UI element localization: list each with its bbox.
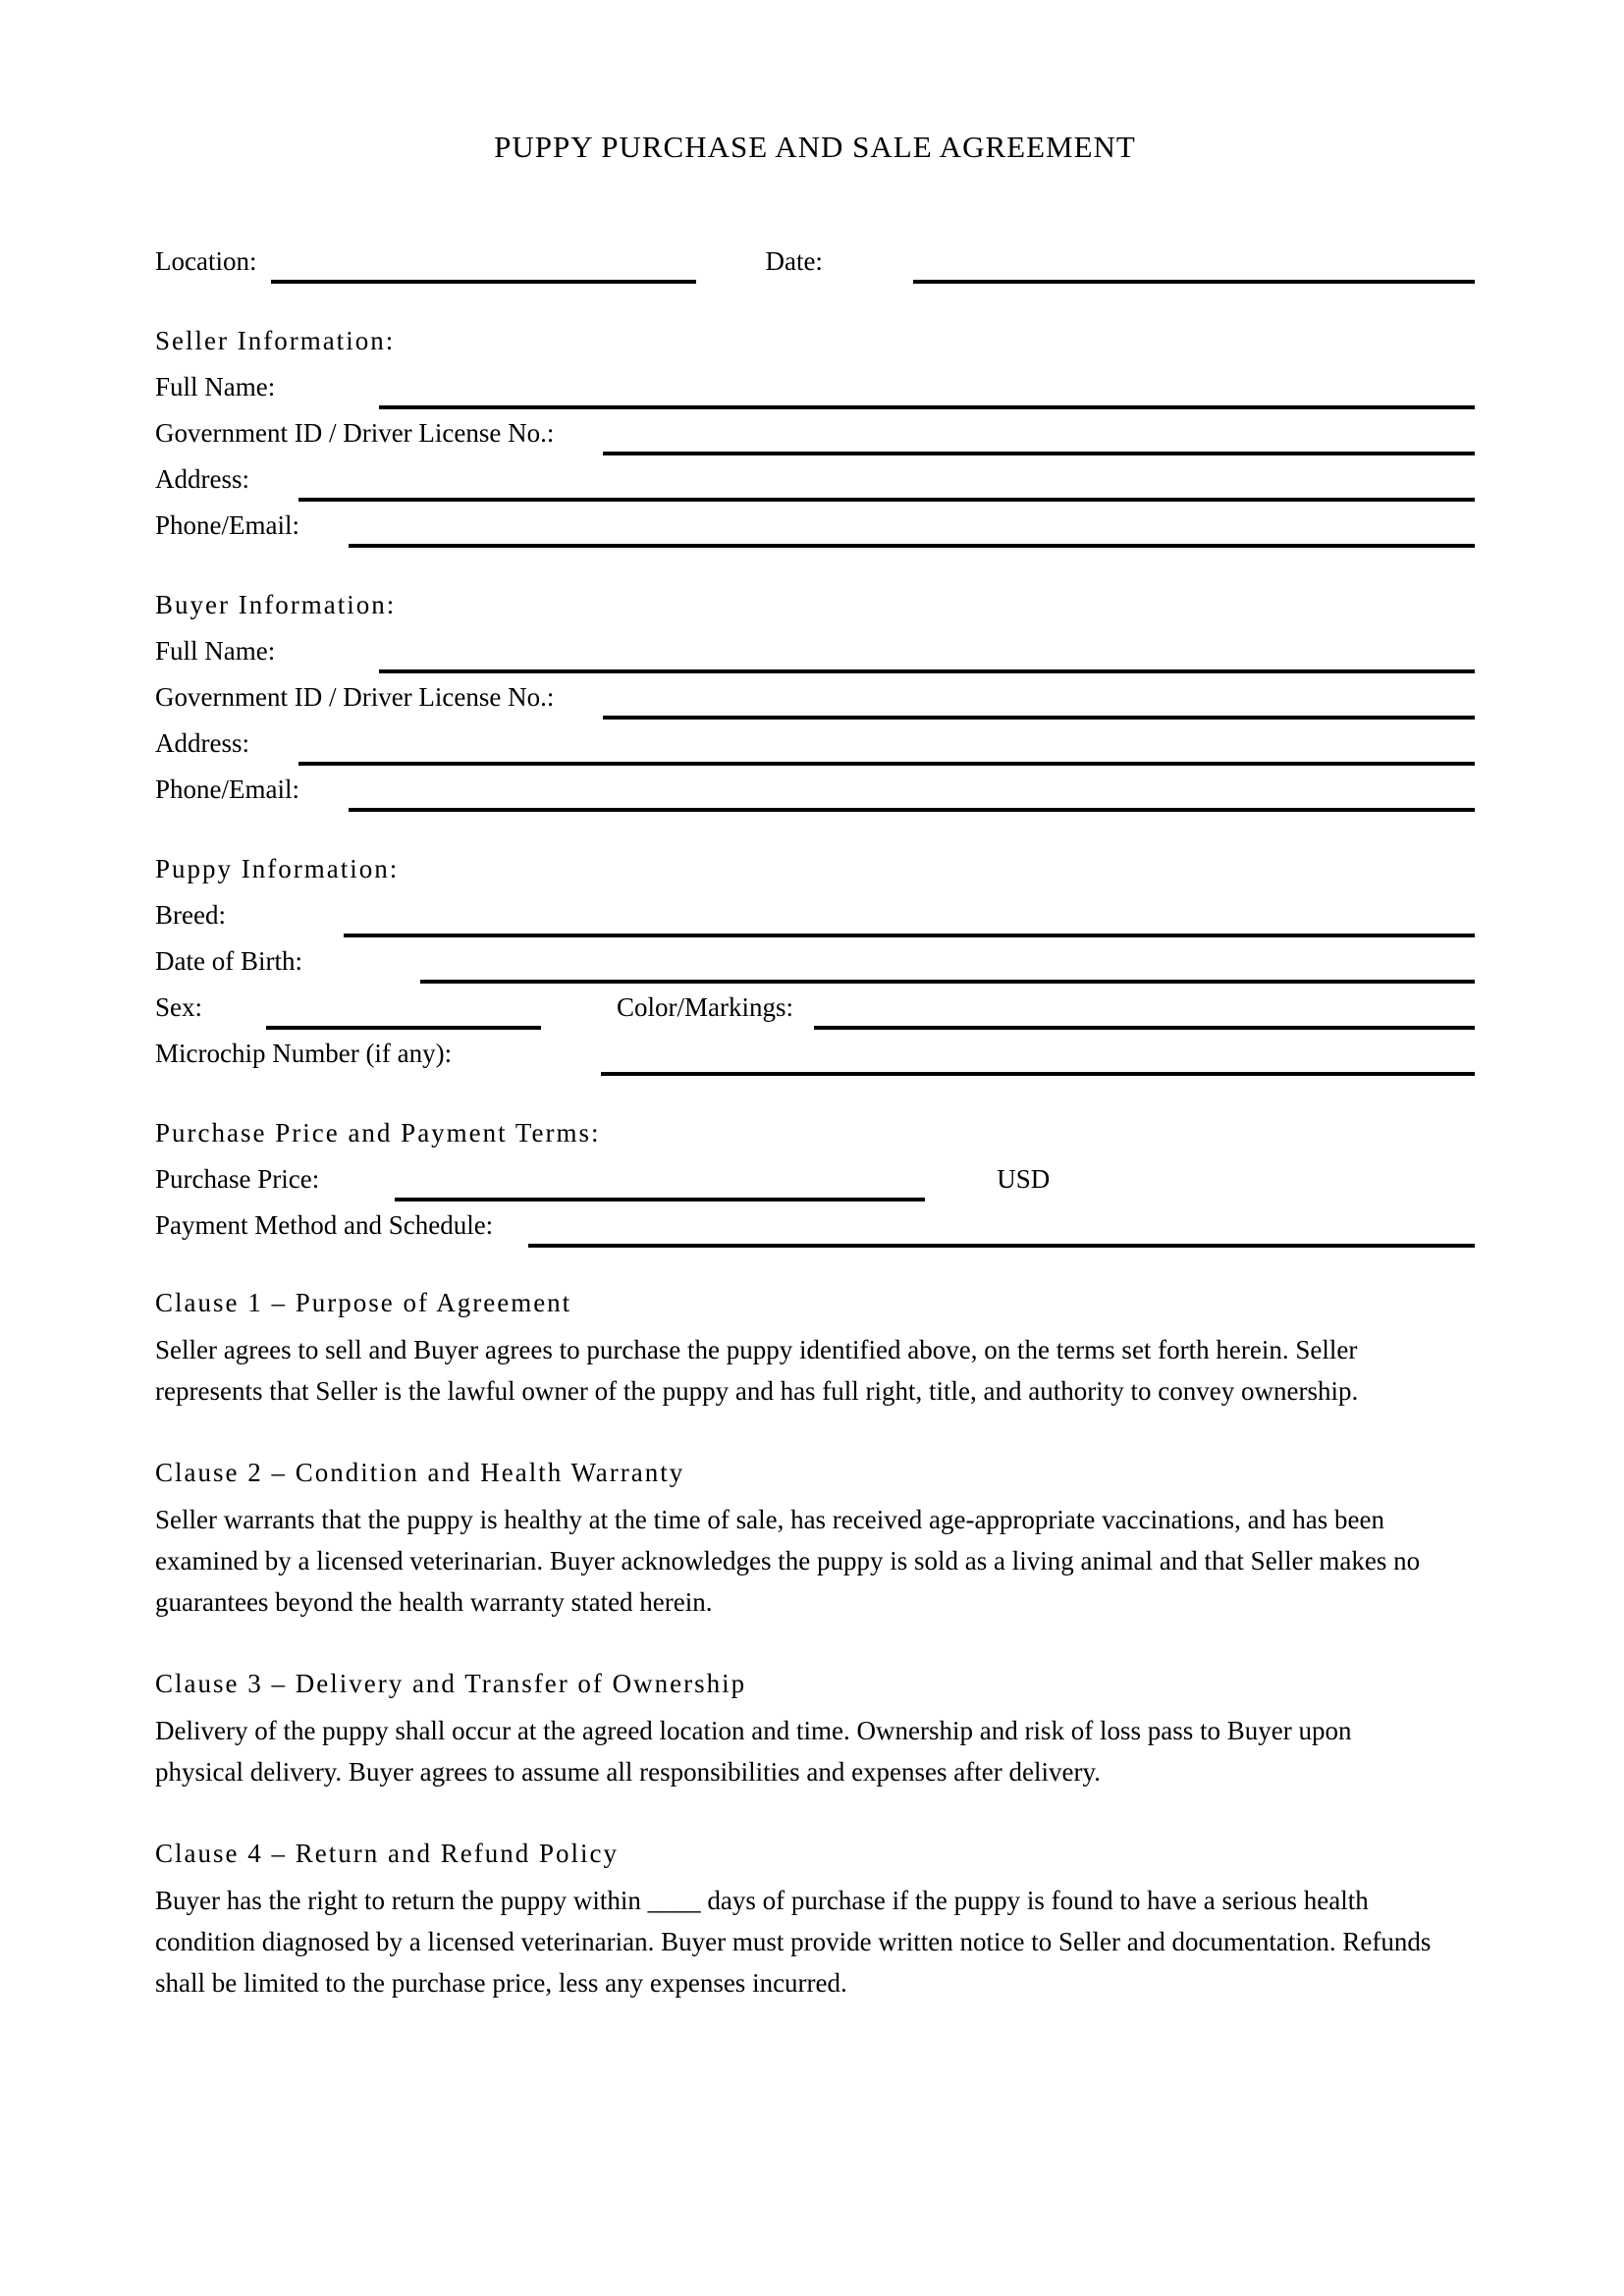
clause-2-line-2: examined by a licensed veterinarian. Buyer acknowledges the puppy is sold as a living animal and that Seller makes no: [155, 1546, 1421, 1575]
puppy-section-heading: Puppy Information:: [155, 854, 400, 883]
buyer-gov-id-input-line[interactable]: [603, 716, 1475, 720]
seller-gov-id-row: [155, 417, 1475, 450]
puppy-sex-color-row: [155, 991, 1475, 1024]
clause-4-line-2: condition diagnosed by a licensed veterinarian. Buyer must provide written notice to Seller and documentation. Refunds: [155, 1927, 1432, 1956]
puppy-dob-input-line[interactable]: [420, 980, 1475, 984]
clause-1-section: [155, 1287, 1475, 1412]
buyer-phone-email-label: Phone/Email:: [155, 774, 299, 804]
puppy-dob-label: Date of Birth:: [155, 946, 302, 976]
buyer-information-section: [155, 589, 1475, 806]
buyer-gov-id-label: Government ID / Driver License No.:: [155, 682, 555, 712]
puppy-breed-label: Breed:: [155, 900, 226, 930]
puppy-color-markings-input-line[interactable]: [814, 1026, 1475, 1030]
seller-gov-id-input-line[interactable]: [603, 452, 1475, 455]
seller-phone-email-label: Phone/Email:: [155, 510, 299, 540]
clause-1-paragraph: [155, 1329, 1475, 1412]
puppy-microchip-label: Microchip Number (if any):: [155, 1039, 453, 1068]
date-input-line[interactable]: [913, 280, 1475, 284]
clause-4-section: [155, 1838, 1475, 2003]
buyer-section-heading: Buyer Information:: [155, 590, 397, 619]
payment-terms-section: [155, 1117, 1475, 1242]
buyer-address-label: Address:: [155, 728, 249, 758]
seller-address-label: Address:: [155, 464, 249, 494]
clause-4-paragraph: [155, 1880, 1475, 2003]
seller-full-name-label: Full Name:: [155, 372, 276, 401]
purchase-price-row: [155, 1163, 1475, 1196]
clause-4-heading: Clause 4 – Return and Refund Policy: [155, 1839, 619, 1868]
clause-3-heading: Clause 3 – Delivery and Transfer of Ownership: [155, 1669, 747, 1698]
puppy-breed-input-line[interactable]: [344, 934, 1475, 937]
seller-information-section: [155, 325, 1475, 542]
buyer-full-name-label: Full Name:: [155, 636, 276, 666]
clause-2-line-3: guarantees beyond the health warranty stated herein.: [155, 1587, 713, 1617]
seller-phone-email-row: [155, 509, 1475, 542]
clause-2-paragraph: [155, 1499, 1475, 1623]
seller-phone-email-input-line[interactable]: [349, 544, 1475, 548]
puppy-microchip-input-line[interactable]: [601, 1072, 1475, 1076]
location-date-row: [155, 245, 1475, 278]
payment-method-label: Payment Method and Schedule:: [155, 1210, 494, 1240]
clause-2-line-1: Seller warrants that the puppy is healthy at the time of sale, has received age-appropriate vaccinations, and has been: [155, 1505, 1385, 1534]
location-label: Location:: [155, 246, 257, 276]
payment-method-row: [155, 1209, 1475, 1242]
clause-3-paragraph: [155, 1710, 1475, 1792]
clause-3-line-1: Delivery of the puppy shall occur at the agreed location and time. Ownership and risk of loss pass to Buyer upon: [155, 1716, 1352, 1745]
puppy-sex-label: Sex:: [155, 992, 203, 1022]
clause-4-line-1: Buyer has the right to return the puppy within ____ days of purchase if the puppy is found to have a serious health: [155, 1886, 1369, 1915]
clause-2-heading: Clause 2 – Condition and Health Warranty: [155, 1458, 685, 1487]
puppy-dob-row: [155, 945, 1475, 978]
clause-2-section: [155, 1457, 1475, 1623]
payment-section-heading: Purchase Price and Payment Terms:: [155, 1118, 601, 1148]
buyer-full-name-input-line[interactable]: [379, 669, 1475, 673]
buyer-phone-email-row: [155, 774, 1475, 806]
puppy-sex-input-line[interactable]: [266, 1026, 541, 1030]
puppy-color-markings-label: Color/Markings:: [617, 992, 794, 1022]
clause-3-line-2: physical delivery. Buyer agrees to assume all responsibilities and expenses after delivery.: [155, 1757, 1101, 1787]
buyer-gov-id-row: [155, 681, 1475, 714]
buyer-address-input-line[interactable]: [298, 762, 1475, 766]
date-label: Date:: [765, 246, 823, 276]
puppy-breed-row: [155, 899, 1475, 932]
clause-3-section: [155, 1668, 1475, 1792]
seller-gov-id-label: Government ID / Driver License No.:: [155, 418, 555, 448]
seller-full-name-row: [155, 371, 1475, 403]
clause-4-line-3: shall be limited to the purchase price, less any expenses incurred.: [155, 1968, 847, 1998]
location-input-line[interactable]: [271, 280, 696, 284]
payment-method-input-line[interactable]: [528, 1244, 1475, 1248]
seller-address-input-line[interactable]: [298, 498, 1475, 502]
seller-address-row: [155, 463, 1475, 496]
purchase-price-label: Purchase Price:: [155, 1164, 320, 1194]
purchase-price-input-line[interactable]: [395, 1198, 925, 1201]
puppy-information-section: [155, 853, 1475, 1070]
buyer-full-name-row: [155, 635, 1475, 667]
seller-full-name-input-line[interactable]: [379, 405, 1475, 409]
puppy-microchip-row: [155, 1038, 1475, 1070]
buyer-phone-email-input-line[interactable]: [349, 808, 1475, 812]
buyer-address-row: [155, 727, 1475, 760]
document-title: PUPPY PURCHASE AND SALE AGREEMENT: [494, 130, 1136, 164]
currency-label: USD: [997, 1164, 1051, 1194]
clause-1-line-1: Seller agrees to sell and Buyer agrees to purchase the puppy identified above, on the terms set forth herein. Seller: [155, 1335, 1358, 1364]
clause-1-heading: Clause 1 – Purpose of Agreement: [155, 1288, 572, 1317]
seller-section-heading: Seller Information:: [155, 326, 396, 355]
clause-1-line-2: represents that Seller is the lawful owner of the puppy and has full right, title, and authority to convey ownership.: [155, 1376, 1359, 1406]
